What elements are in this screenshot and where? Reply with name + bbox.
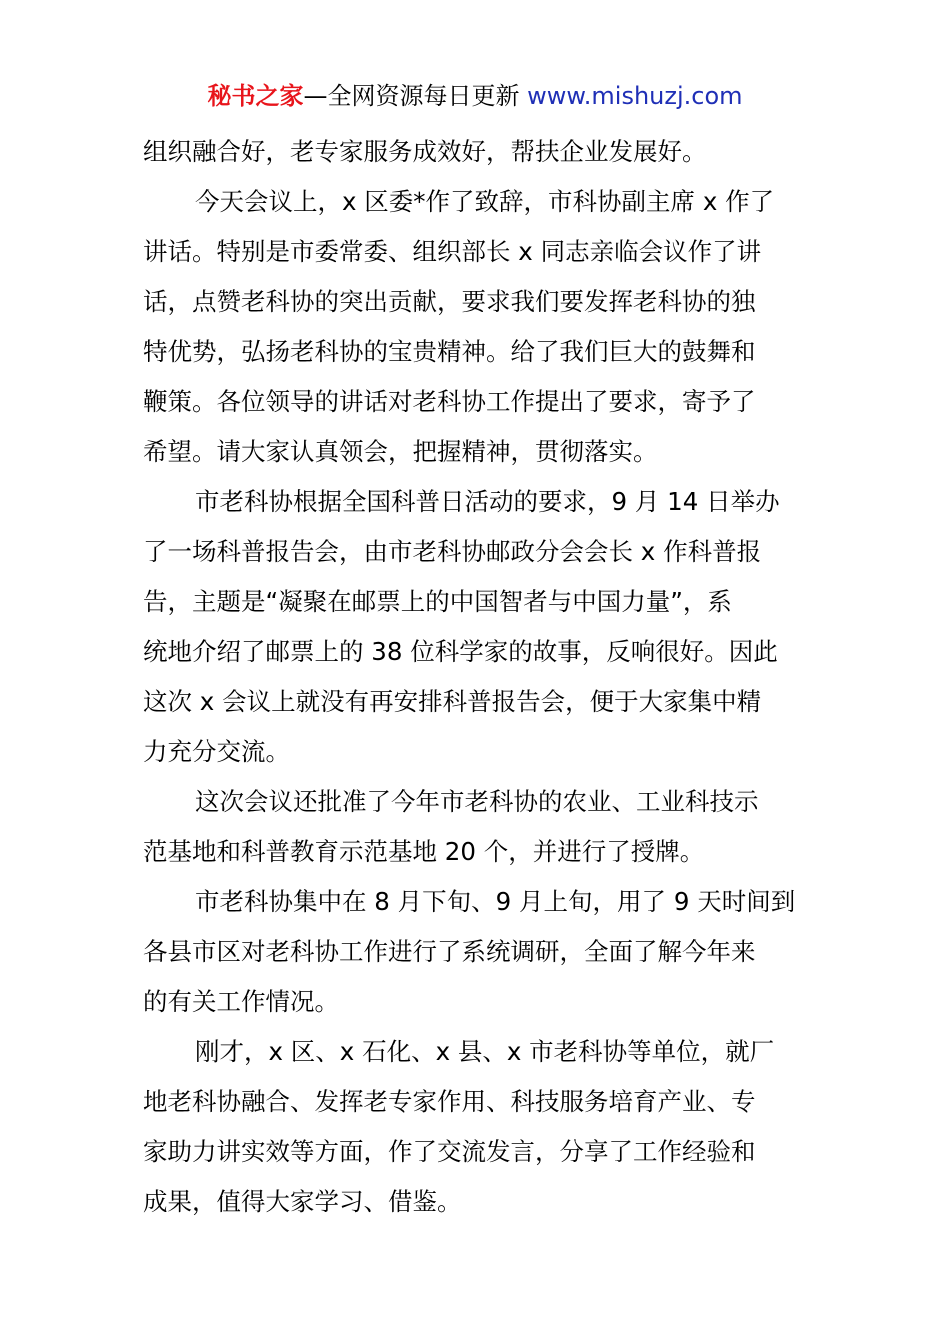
text-line: 力充分交流。 (143, 737, 290, 766)
text-line: 希望。请大家认真领会，把握精神，贯彻落实。 (143, 437, 658, 466)
text-line: 讲话。特别是市委常委、组织部长 x 同志亲临会议作了讲 (143, 237, 762, 266)
text-line: 成果，值得大家学习、借鉴。 (143, 1187, 462, 1216)
text-line: 各县市区对老科协工作进行了系统调研，全面了解今年来 (143, 937, 756, 966)
text-line: 的有关工作情况。 (143, 987, 339, 1016)
text-line: 范基地和科普教育示范基地 20 个，并进行了授牌。 (143, 837, 705, 866)
paragraph-first-line: 今天会议上，x 区委*作了致辞，市科协副主席 x 作了 (195, 187, 775, 216)
paragraph-first-line: 市老科协集中在 8 月下旬、9 月上旬，用了 9 天时间到 (195, 887, 796, 916)
text-line: 统地介绍了邮票上的 38 位科学家的故事，反响很好。因此 (143, 637, 778, 666)
text-line: 话，点赞老科协的突出贡献，要求我们要发挥老科协的独 (143, 287, 756, 316)
site-tagline: —全网资源每日更新 (303, 82, 528, 110)
text-line: 家助力讲实效等方面，作了交流发言，分享了工作经验和 (143, 1137, 756, 1166)
text-line: 地老科协融合、发挥老专家作用、科技服务培育产业、专 (143, 1087, 756, 1116)
text-line: 组织融合好，老专家服务成效好，帮扶企业发展好。 (143, 137, 707, 166)
paragraph-first-line: 市老科协根据全国科普日活动的要求，9 月 14 日举办 (195, 487, 780, 516)
text-line: 了一场科普报告会，由市老科协邮政分会会长 x 作科普报 (143, 537, 762, 566)
paragraph-first-line: 刚才，x 区、x 石化、x 县、x 市老科协等单位，就厂 (195, 1037, 775, 1066)
text-line: 特优势，弘扬老科协的宝贵精神。给了我们巨大的鼓舞和 (143, 337, 756, 366)
paragraph-first-line: 这次会议还批准了今年市老科协的农业、工业科技示 (195, 787, 759, 816)
text-line: 告，主题是“凝聚在邮票上的中国智者与中国力量”，系 (143, 587, 732, 616)
document-body (143, 127, 808, 1227)
site-url[interactable]: www.mishuzj.com (527, 82, 743, 110)
text-line: 这次 x 会议上就没有再安排科普报告会，便于大家集中精 (143, 687, 762, 716)
page-header (0, 78, 950, 114)
text-line: 鞭策。各位领导的讲话对老科协工作提出了要求，寄予了 (143, 387, 756, 416)
site-brand: 秘书之家 (207, 82, 304, 110)
